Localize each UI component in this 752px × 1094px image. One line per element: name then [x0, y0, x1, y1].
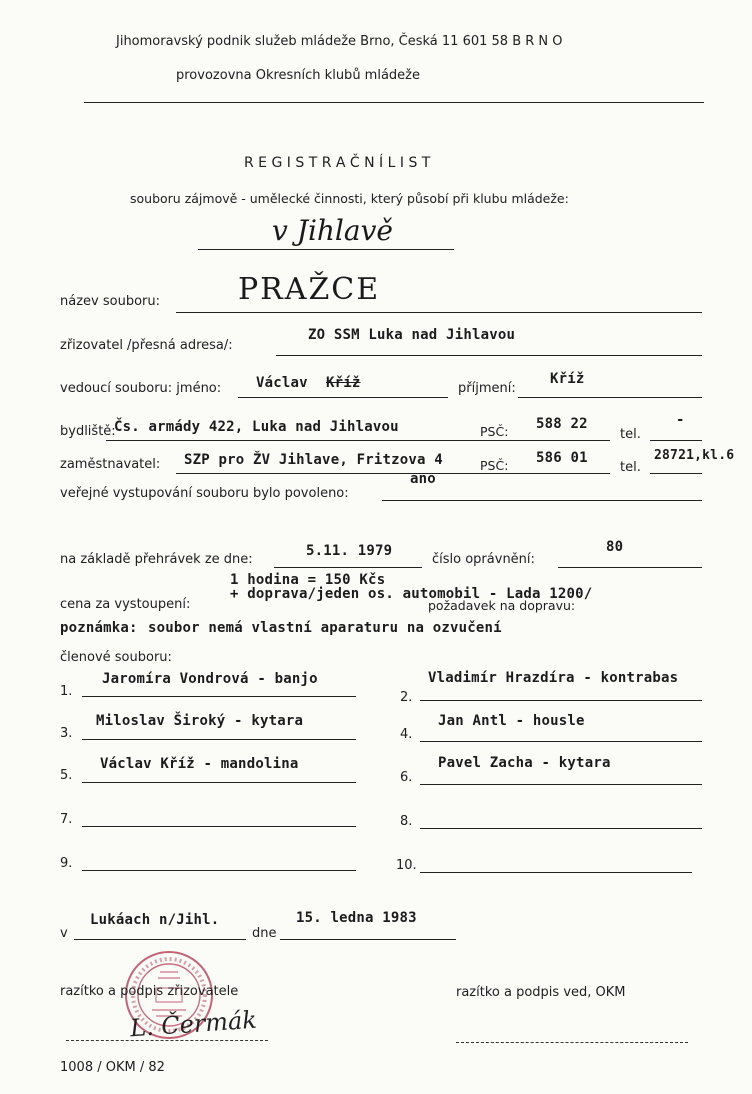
founder-signature-line: [66, 1040, 268, 1041]
address-tel: -: [676, 412, 685, 428]
leader-signature-line: [456, 1042, 688, 1043]
header-rule: [84, 102, 704, 103]
leader-surname-line: [518, 397, 702, 398]
founder-label: zřizovatel /přesná adresa/:: [60, 338, 233, 353]
leader-stamp-label: razítko a podpis ved, OKM: [456, 985, 626, 1000]
public-performance-line: [382, 500, 702, 501]
members-label: členové souboru:: [60, 650, 172, 665]
leader-surname: Kříž: [550, 371, 585, 387]
address-tel-label: tel.: [620, 427, 641, 442]
member-number: 9.: [60, 856, 73, 871]
member-line: [82, 696, 356, 697]
public-performance-value: ano: [410, 471, 436, 487]
employer-tel-line: [650, 473, 702, 474]
leader-name-label: vedoucí souboru: jméno:: [60, 381, 222, 396]
permit-number-label: číslo oprávnění:: [432, 552, 535, 567]
transport-request-label: požadavek na dopravu:: [428, 598, 576, 613]
member-name: Miloslav Široký - kytara: [96, 713, 304, 729]
founder-value: ZO SSM Luka nad Jihlavou: [308, 327, 516, 343]
member-number: 10.: [396, 858, 417, 873]
date-line: [280, 939, 456, 940]
permit-number-value: 80: [606, 539, 624, 555]
price-label: cena za vystoupení:: [60, 597, 191, 612]
employer-psc-label: PSČ:: [480, 458, 509, 473]
document-subtitle: souboru zájmově - umělecké činnosti, který působí při klubu mládeže:: [130, 191, 569, 206]
organization-line: Jihomoravský podnik služeb mládeže Brno, Česká 11 601 58 B R N O: [116, 34, 563, 49]
employer-tel: 28721,kl.6: [654, 448, 735, 463]
member-name: Jaromíra Vondrová - banjo: [102, 671, 318, 687]
member-name: Václav Kříž - mandolina: [100, 756, 299, 772]
member-line: [82, 870, 356, 871]
ensemble-name-label: název souboru:: [60, 294, 160, 309]
member-number: 7.: [60, 812, 73, 827]
member-line: [420, 872, 692, 873]
address-value: Čs. armády 422, Luka nad Jihlavou: [114, 419, 399, 435]
permit-number-line: [558, 567, 702, 568]
founder-stamp-label: razítko a podpis zřizovatele: [60, 984, 239, 999]
founder-line: [276, 355, 702, 356]
ensemble-name-line: [176, 312, 702, 313]
date-value: 15. ledna 1983: [296, 910, 417, 926]
address-tel-line: [650, 440, 702, 441]
employer-value: SZP pro ŽV Jihlave, Fritzova 4: [184, 452, 443, 468]
member-number: 3.: [60, 726, 73, 741]
member-name: Jan Antl - housle: [438, 713, 585, 729]
leader-first-name: Václav: [256, 375, 308, 391]
leader-name-line: [238, 397, 448, 398]
member-number: 6.: [400, 770, 413, 785]
member-name: Vladimír Hrazdíra - kontrabas: [428, 670, 679, 686]
audition-date-line: [274, 567, 422, 568]
price-line-1: 1 hodina = 150 Kčs: [230, 572, 386, 588]
club-location-line: [198, 249, 454, 250]
place-prefix: v: [60, 926, 68, 941]
address-psc-label: PSČ:: [480, 424, 509, 439]
place-value: Lukáach n/Jihl.: [90, 912, 220, 928]
address-psc: 588 22: [536, 416, 588, 432]
founder-signature: L. Čermák: [129, 1005, 258, 1043]
club-location: v Jihlavě: [272, 214, 393, 247]
address-line: [106, 440, 610, 441]
member-number: 2.: [400, 690, 413, 705]
audition-date-value: 5.11. 1979: [306, 543, 393, 559]
leader-surname-label: příjmení:: [458, 381, 516, 396]
member-line: [82, 739, 356, 740]
member-line: [420, 828, 702, 829]
date-prefix: dne: [252, 926, 277, 941]
member-number: 8.: [400, 814, 413, 829]
member-number: 1.: [60, 684, 73, 699]
price-line-2: + doprava/jeden os. automobil - Lada 1200/: [230, 586, 593, 602]
document-title: R E G I S T R A Č N Í L I S T: [244, 155, 431, 171]
member-line: [420, 741, 702, 742]
employer-psc: 586 01: [536, 450, 588, 466]
member-line: [82, 782, 356, 783]
branch-line: provozovna Okresních klubů mládeže: [176, 68, 420, 83]
audition-date-label: na základě přehrávek ze dne:: [60, 552, 253, 567]
member-name: Pavel Zacha - kytara: [438, 755, 611, 771]
member-line: [420, 784, 702, 785]
leader-first-name-struck: Kříž: [326, 375, 361, 391]
address-label: bydliště:: [60, 424, 116, 439]
employer-label: zaměstnavatel:: [60, 457, 161, 472]
note-label: poznámka:: [60, 620, 138, 636]
ensemble-name-value: PRAŽCE: [238, 272, 381, 307]
member-number: 4.: [400, 727, 413, 742]
member-line: [82, 826, 356, 827]
employer-line: [176, 473, 610, 474]
public-performance-label: veřejné vystupování souboru bylo povoleno:: [60, 486, 349, 501]
member-number: 5.: [60, 768, 73, 783]
employer-tel-label: tel.: [620, 460, 641, 475]
place-line: [74, 939, 246, 940]
member-line: [420, 700, 702, 701]
document-code: 1008 / OKM / 82: [60, 1060, 165, 1075]
note-value: soubor nemá vlastní aparaturu na ozvučení: [148, 620, 502, 636]
